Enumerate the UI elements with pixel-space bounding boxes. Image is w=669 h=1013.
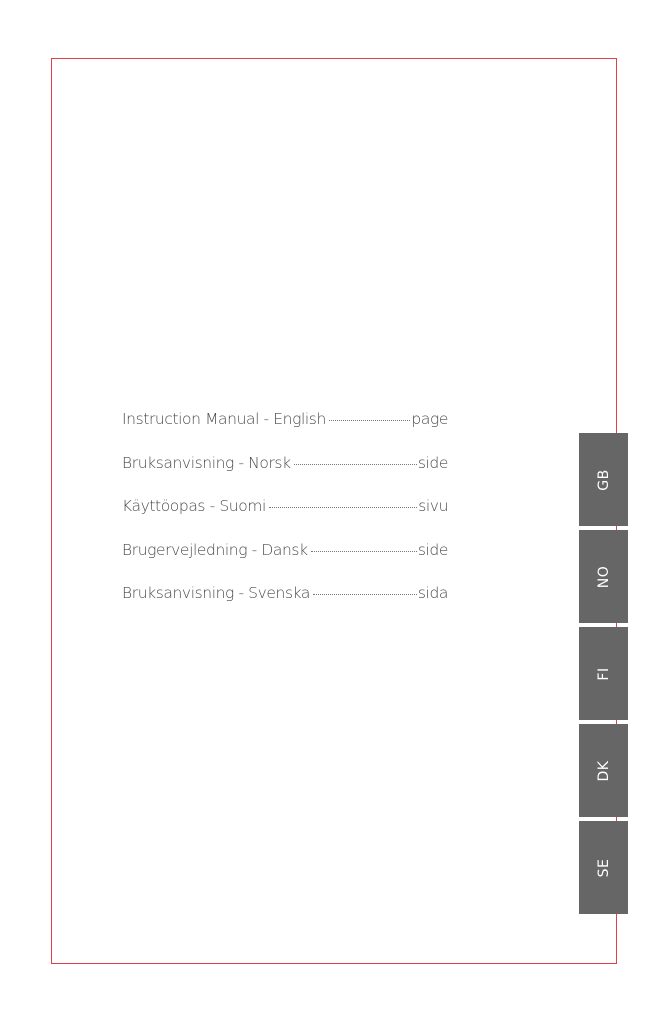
toc-entry-english[interactable] [122, 410, 448, 454]
language-tab-label: SE [595, 858, 612, 877]
toc-entry-page: sivu [418, 497, 448, 515]
language-tab-se[interactable] [579, 821, 628, 914]
language-tab-fi[interactable] [579, 627, 628, 720]
toc-entry-suomi[interactable] [122, 497, 448, 541]
language-tab-dk[interactable] [579, 724, 628, 817]
toc-entry-dansk[interactable] [122, 541, 448, 585]
toc-entry-title: Käyttöopas - Suomi [122, 497, 266, 515]
toc-entry-norsk[interactable] [122, 454, 448, 498]
toc-entry-page: sida [417, 584, 448, 602]
toc-dot-leader [313, 594, 417, 595]
toc-entry-title: Instruction Manual - English [122, 410, 326, 428]
toc-entry-svenska[interactable] [122, 584, 448, 628]
toc-entry-title: Brugervejledning - Dansk [122, 540, 308, 559]
language-tab-label: DK [595, 760, 612, 781]
language-tab-label: NO [595, 565, 612, 588]
language-tabs [579, 433, 628, 918]
language-tab-label: FI [595, 666, 612, 681]
toc-dot-leader [311, 551, 417, 552]
language-tab-no[interactable] [579, 530, 628, 623]
toc-entry-page: side [417, 540, 448, 559]
toc-entry-page: side [417, 453, 448, 472]
language-tab-label: GB [595, 468, 612, 491]
toc-dot-leader [329, 420, 411, 421]
toc-entry-title: Bruksanvisning - Norsk [122, 453, 291, 472]
toc-entry-title: Bruksanvisning - Svenska [122, 584, 311, 602]
toc-dot-leader [294, 464, 417, 465]
toc-dot-leader [269, 507, 417, 508]
language-tab-gb[interactable] [579, 433, 628, 526]
table-of-contents [122, 410, 448, 628]
toc-entry-page: page [411, 410, 448, 428]
